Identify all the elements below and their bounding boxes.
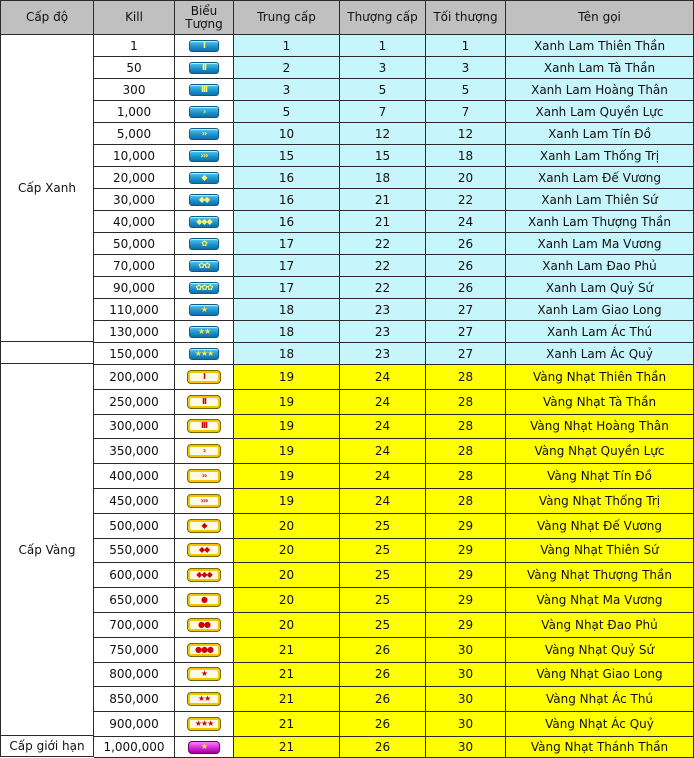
intermediate-cell: 20 — [234, 613, 340, 638]
intermediate-cell: 1 — [234, 35, 340, 57]
title-cell: Vàng Nhạt Tà Thần — [506, 390, 694, 415]
rank-glyph: ◆◆◆ — [196, 570, 212, 580]
title-cell: Xanh Lam Ác Quỷ — [506, 343, 694, 365]
ultimate-cell: 30 — [426, 712, 506, 737]
advanced-cell: 5 — [340, 79, 426, 101]
rank-glyph: ●● — [198, 619, 210, 629]
rank-icon-cell — [175, 588, 234, 613]
advanced-cell: 26 — [340, 638, 426, 663]
ultimate-cell: 26 — [426, 255, 506, 277]
ultimate-cell: 30 — [426, 687, 506, 712]
intermediate-cell: 18 — [234, 299, 340, 321]
title-cell: Xanh Lam Thiên Sứ — [506, 189, 694, 211]
kill-cell: 40,000 — [94, 211, 175, 233]
title-cell: Vàng Nhạt Ác Quỷ — [506, 712, 694, 737]
kill-cell: 300,000 — [94, 415, 175, 440]
header-intermediate: Trung cấp — [234, 0, 340, 35]
yellow-badge-3-dots-icon — [187, 643, 221, 657]
rank-glyph: II — [202, 396, 206, 406]
ultimate-cell: 18 — [426, 145, 506, 167]
intermediate-cell: 16 — [234, 211, 340, 233]
yellow-badge-3-diamonds-icon — [187, 568, 221, 582]
advanced-cell: 26 — [340, 663, 426, 688]
rank-icon-cell — [175, 613, 234, 638]
ultimate-cell: 3 — [426, 57, 506, 79]
rank-icon-cell — [175, 638, 234, 663]
blue-badge-2-stars-icon — [189, 326, 219, 338]
advanced-cell: 25 — [340, 514, 426, 539]
rank-icon-cell — [175, 663, 234, 688]
rank-icon-cell — [175, 299, 234, 321]
yellow-badge-2-dots-icon — [187, 618, 221, 632]
advanced-cell: 24 — [340, 489, 426, 514]
blue-badge-1-flower-icon — [189, 238, 219, 250]
intermediate-cell: 15 — [234, 145, 340, 167]
intermediate-cell: 21 — [234, 663, 340, 688]
yellow-badge-3-stars-icon — [187, 717, 221, 731]
intermediate-cell: 5 — [234, 101, 340, 123]
intermediate-cell: 19 — [234, 390, 340, 415]
yellow-badge-1-star-icon — [187, 667, 221, 681]
rank-glyph: › — [202, 106, 206, 116]
kill-cell: 150,000 — [94, 343, 175, 365]
intermediate-cell: 19 — [234, 489, 340, 514]
blue-badge-1-bar-icon — [189, 40, 219, 52]
title-cell: Vàng Nhạt Thống Trị — [506, 489, 694, 514]
rank-glyph: ✿✿✿ — [195, 282, 213, 292]
rank-icon-cell — [175, 464, 234, 489]
intermediate-cell: 16 — [234, 189, 340, 211]
ultimate-cell: 29 — [426, 588, 506, 613]
intermediate-cell: 19 — [234, 415, 340, 440]
title-cell: Vàng Nhạt Quyền Lực — [506, 439, 694, 464]
rank-icon-cell — [175, 514, 234, 539]
ultimate-cell: 24 — [426, 211, 506, 233]
rank-icon-cell — [175, 35, 234, 57]
intermediate-cell: 20 — [234, 563, 340, 588]
advanced-cell: 24 — [340, 439, 426, 464]
rank-glyph: II — [202, 62, 206, 72]
intermediate-cell: 19 — [234, 439, 340, 464]
blue-badge-1-diamond-icon — [189, 172, 219, 184]
title-cell: Xanh Lam Tín Đồ — [506, 123, 694, 145]
title-cell: Vàng Nhạt Thượng Thần — [506, 563, 694, 588]
ultimate-cell: 27 — [426, 299, 506, 321]
rank-icon-cell — [175, 365, 234, 390]
rank-glyph: III — [201, 84, 207, 94]
advanced-cell: 26 — [340, 737, 426, 758]
title-cell: Vàng Nhạt Giao Long — [506, 663, 694, 688]
yellow-badge-2-diamonds-icon — [187, 543, 221, 557]
title-cell: Xanh Lam Đao Phủ — [506, 255, 694, 277]
intermediate-cell: 17 — [234, 277, 340, 299]
kill-cell: 850,000 — [94, 687, 175, 712]
intermediate-cell: 21 — [234, 687, 340, 712]
title-cell: Vàng Nhạt Ma Vương — [506, 588, 694, 613]
intermediate-cell: 21 — [234, 737, 340, 758]
yellow-badge-1-chevron-icon — [187, 444, 221, 458]
rank-glyph: ◆◆◆ — [196, 216, 212, 226]
ultimate-cell: 27 — [426, 343, 506, 365]
blue-badge-2-bars-icon — [189, 62, 219, 74]
yellow-badge-2-bars-icon — [187, 395, 221, 409]
title-cell: Xanh Lam Hoàng Thân — [506, 79, 694, 101]
rank-glyph: ● — [201, 595, 207, 605]
advanced-cell: 7 — [340, 101, 426, 123]
advanced-cell: 22 — [340, 277, 426, 299]
kill-cell: 900,000 — [94, 712, 175, 737]
kill-cell: 1 — [94, 35, 175, 57]
title-cell: Vàng Nhạt Thiên Thần — [506, 365, 694, 390]
yellow-badge-1-diamond-icon — [187, 519, 221, 533]
kill-cell: 1,000,000 — [94, 737, 175, 758]
ultimate-cell: 29 — [426, 563, 506, 588]
title-cell: Vàng Nhạt Tín Đồ — [506, 464, 694, 489]
kill-cell: 20,000 — [94, 167, 175, 189]
rank-icon-cell — [175, 255, 234, 277]
header-kill: Kill — [94, 0, 175, 35]
rank-glyph: ★★★ — [194, 348, 214, 358]
header-advanced: Thượng cấp — [340, 0, 426, 35]
intermediate-cell: 3 — [234, 79, 340, 101]
rank-icon-cell — [175, 233, 234, 255]
ultimate-cell: 20 — [426, 167, 506, 189]
kill-cell: 550,000 — [94, 539, 175, 564]
intermediate-cell: 19 — [234, 365, 340, 390]
ultimate-cell: 26 — [426, 277, 506, 299]
purple-badge-1-star-icon — [188, 741, 220, 754]
ultimate-cell: 7 — [426, 101, 506, 123]
ultimate-cell: 28 — [426, 365, 506, 390]
yellow-badge-1-bar-icon — [187, 370, 221, 384]
kill-cell: 70,000 — [94, 255, 175, 277]
ultimate-cell: 12 — [426, 123, 506, 145]
rank-glyph: ››› — [200, 495, 208, 505]
title-cell: Xanh Lam Giao Long — [506, 299, 694, 321]
rank-icon-cell — [175, 712, 234, 737]
advanced-cell: 21 — [340, 189, 426, 211]
title-cell: Vàng Nhạt Thiên Sứ — [506, 539, 694, 564]
rank-glyph: ★★ — [197, 694, 211, 704]
kill-cell: 800,000 — [94, 663, 175, 688]
title-cell: Vàng Nhạt Hoàng Thân — [506, 415, 694, 440]
intermediate-cell: 20 — [234, 588, 340, 613]
rank-icon-cell — [175, 687, 234, 712]
blue-badge-3-diamonds-icon — [189, 216, 219, 228]
kill-cell: 350,000 — [94, 439, 175, 464]
intermediate-cell: 19 — [234, 464, 340, 489]
rank-glyph: ◆◆ — [198, 545, 210, 555]
rank-glyph: ◆ — [201, 520, 207, 530]
kill-cell: 130,000 — [94, 321, 175, 343]
yellow-badge-2-chevrons-icon — [187, 469, 221, 483]
rank-icon-cell — [175, 539, 234, 564]
rank-icon-cell — [175, 563, 234, 588]
blue-badge-3-chevrons-icon — [189, 150, 219, 162]
kill-cell: 50,000 — [94, 233, 175, 255]
ultimate-cell: 1 — [426, 35, 506, 57]
advanced-cell: 15 — [340, 145, 426, 167]
rank-glyph: ✿ — [201, 238, 207, 248]
advanced-cell: 22 — [340, 255, 426, 277]
advanced-cell: 22 — [340, 233, 426, 255]
title-cell: Vàng Nhạt Đế Vương — [506, 514, 694, 539]
rank-icon-cell — [175, 489, 234, 514]
rank-glyph: I — [203, 40, 205, 50]
advanced-cell: 1 — [340, 35, 426, 57]
advanced-cell: 24 — [340, 390, 426, 415]
ultimate-cell: 28 — [426, 390, 506, 415]
advanced-cell: 25 — [340, 613, 426, 638]
intermediate-cell: 17 — [234, 255, 340, 277]
rank-glyph: ✿✿ — [198, 260, 210, 270]
blue-badge-3-bars-icon — [189, 84, 219, 96]
title-cell: Vàng Nhạt Quỷ Sứ — [506, 638, 694, 663]
advanced-cell: 25 — [340, 588, 426, 613]
rank-icon-cell — [175, 277, 234, 299]
rank-icon-cell — [175, 321, 234, 343]
group-limit-label: Cấp giới hạn — [0, 736, 94, 757]
rank-glyph: ★★ — [197, 326, 211, 336]
advanced-cell: 18 — [340, 167, 426, 189]
ultimate-cell: 29 — [426, 514, 506, 539]
advanced-cell: 25 — [340, 539, 426, 564]
kill-cell: 300 — [94, 79, 175, 101]
kill-cell: 50 — [94, 57, 175, 79]
rank-glyph: ★ — [200, 742, 208, 751]
advanced-cell: 23 — [340, 343, 426, 365]
rank-glyph: ★★★ — [194, 719, 214, 729]
yellow-badge-3-bars-icon — [187, 419, 221, 433]
ultimate-cell: 29 — [426, 613, 506, 638]
yellow-badge-2-stars-icon — [187, 692, 221, 706]
title-cell: Xanh Lam Quyền Lực — [506, 101, 694, 123]
rank-icon-cell — [175, 57, 234, 79]
header-rank: Cấp độ — [0, 0, 94, 35]
rank-icon-cell — [175, 343, 234, 365]
rank-icon-cell — [175, 439, 234, 464]
rank-glyph: ●●● — [195, 644, 213, 654]
title-cell: Xanh Lam Tà Thần — [506, 57, 694, 79]
advanced-cell: 12 — [340, 123, 426, 145]
intermediate-cell: 2 — [234, 57, 340, 79]
kill-cell: 5,000 — [94, 123, 175, 145]
blue-badge-3-stars-icon — [189, 348, 219, 360]
kill-cell: 1,000 — [94, 101, 175, 123]
advanced-cell: 26 — [340, 712, 426, 737]
rank-icon-cell — [175, 167, 234, 189]
kill-cell: 200,000 — [94, 365, 175, 390]
kill-cell: 500,000 — [94, 514, 175, 539]
title-cell: Xanh Lam Thống Trị — [506, 145, 694, 167]
advanced-cell: 24 — [340, 464, 426, 489]
title-cell: Vàng Nhạt Đao Phủ — [506, 613, 694, 638]
ultimate-cell: 22 — [426, 189, 506, 211]
intermediate-cell: 20 — [234, 514, 340, 539]
rank-glyph: III — [201, 421, 207, 431]
blue-badge-1-star-icon — [189, 304, 219, 316]
rank-icon-cell — [175, 390, 234, 415]
intermediate-cell: 10 — [234, 123, 340, 145]
rank-glyph: ›› — [201, 471, 207, 481]
header-icon: Biểu Tượng — [175, 0, 234, 35]
ultimate-cell: 30 — [426, 638, 506, 663]
kill-cell: 750,000 — [94, 638, 175, 663]
ultimate-cell: 30 — [426, 663, 506, 688]
rank-icon-cell — [175, 415, 234, 440]
intermediate-cell: 17 — [234, 233, 340, 255]
rank-icon-cell — [175, 79, 234, 101]
kill-cell: 650,000 — [94, 588, 175, 613]
title-cell: Vàng Nhạt Ác Thú — [506, 687, 694, 712]
kill-cell: 400,000 — [94, 464, 175, 489]
rank-glyph: ★ — [200, 669, 208, 679]
intermediate-cell: 21 — [234, 712, 340, 737]
ultimate-cell: 28 — [426, 489, 506, 514]
blue-badge-2-chevrons-icon — [189, 128, 219, 140]
kill-cell: 90,000 — [94, 277, 175, 299]
intermediate-cell: 18 — [234, 321, 340, 343]
advanced-cell: 25 — [340, 563, 426, 588]
ultimate-cell: 29 — [426, 539, 506, 564]
blue-badge-2-flowers-icon — [189, 260, 219, 272]
kill-cell: 10,000 — [94, 145, 175, 167]
advanced-cell: 23 — [340, 321, 426, 343]
ultimate-cell: 28 — [426, 464, 506, 489]
yellow-badge-3-chevrons-icon — [187, 494, 221, 508]
advanced-cell: 24 — [340, 415, 426, 440]
ultimate-cell: 26 — [426, 233, 506, 255]
header-title: Tên gọi — [506, 0, 694, 35]
title-cell: Xanh Lam Đế Vương — [506, 167, 694, 189]
kill-cell: 250,000 — [94, 390, 175, 415]
rank-glyph: › — [202, 446, 206, 456]
rank-glyph: ◆◆ — [198, 194, 210, 204]
ultimate-cell: 27 — [426, 321, 506, 343]
title-cell: Xanh Lam Thượng Thần — [506, 211, 694, 233]
blue-badge-2-diamonds-icon — [189, 194, 219, 206]
ultimate-cell: 30 — [426, 737, 506, 758]
rank-glyph: I — [203, 371, 205, 381]
kill-cell: 450,000 — [94, 489, 175, 514]
title-cell: Vàng Nhạt Thánh Thần — [506, 737, 694, 758]
ultimate-cell: 28 — [426, 415, 506, 440]
advanced-cell: 24 — [340, 365, 426, 390]
blue-badge-3-flowers-icon — [189, 282, 219, 294]
blue-badge-1-chevron-icon — [189, 106, 219, 118]
rank-glyph: ◆ — [201, 172, 207, 182]
rank-icon-cell — [175, 145, 234, 167]
intermediate-cell: 16 — [234, 167, 340, 189]
kill-cell: 700,000 — [94, 613, 175, 638]
rank-glyph: ››› — [200, 150, 208, 160]
intermediate-cell: 18 — [234, 343, 340, 365]
rank-icon-cell — [175, 211, 234, 233]
rank-icon-cell — [175, 123, 234, 145]
title-cell: Xanh Lam Ma Vương — [506, 233, 694, 255]
kill-cell: 600,000 — [94, 563, 175, 588]
advanced-cell: 23 — [340, 299, 426, 321]
rank-glyph: ›› — [201, 128, 207, 138]
yellow-badge-1-dot-icon — [187, 593, 221, 607]
intermediate-cell: 21 — [234, 638, 340, 663]
advanced-cell: 3 — [340, 57, 426, 79]
advanced-cell: 26 — [340, 687, 426, 712]
title-cell: Xanh Lam Ác Thú — [506, 321, 694, 343]
ultimate-cell: 28 — [426, 439, 506, 464]
rank-icon-cell — [175, 101, 234, 123]
rank-icon-cell — [175, 189, 234, 211]
group-blue-label: Cấp Xanh — [0, 35, 94, 342]
rank-glyph: ★ — [200, 304, 208, 314]
group-blue-spacer — [0, 342, 94, 364]
kill-cell: 110,000 — [94, 299, 175, 321]
ultimate-cell: 5 — [426, 79, 506, 101]
title-cell: Xanh Lam Quỷ Sứ — [506, 277, 694, 299]
header-ultimate: Tối thượng — [426, 0, 506, 35]
group-yellow-label: Cấp Vàng — [0, 364, 94, 736]
title-cell: Xanh Lam Thiên Thần — [506, 35, 694, 57]
advanced-cell: 21 — [340, 211, 426, 233]
rank-icon-cell — [175, 737, 234, 758]
intermediate-cell: 20 — [234, 539, 340, 564]
kill-cell: 30,000 — [94, 189, 175, 211]
